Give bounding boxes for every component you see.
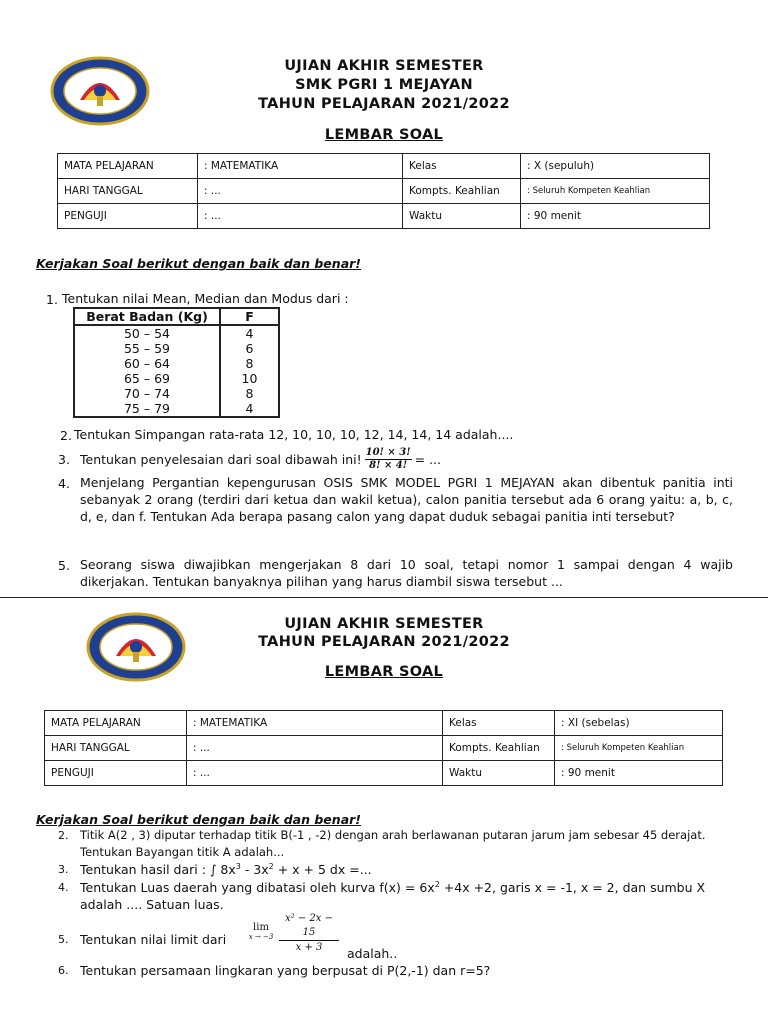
info-value: : Seluruh Kompeten Keahlian (521, 179, 710, 204)
info-label: Waktu (403, 204, 521, 229)
question-text: Tentukan penyelesaian dari soal dibawah ini! (80, 451, 362, 467)
sheet-title: LEMBAR SOAL (324, 127, 444, 143)
exam-info-table (57, 153, 710, 229)
info-value: : MATEMATIKA (187, 711, 443, 736)
info-value: : XI (sebelas) (555, 711, 723, 736)
question-number: 4. (58, 476, 70, 491)
question-text (80, 879, 720, 913)
table-row (74, 371, 279, 386)
info-value: : 90 menit (521, 204, 710, 229)
question-number: 5. (58, 558, 70, 573)
question-text: Tentukan Simpangan rata-rata 12, 10, 10, 10, 12, 14, 14, 14 adalah.... (74, 427, 514, 442)
info-label: HARI TANGGAL (58, 179, 198, 204)
table-row (74, 341, 279, 356)
instruction: Kerjakan Soal berikut dengan baik dan benar! (36, 256, 361, 271)
info-value: : ... (198, 204, 403, 229)
question-number: 2. (60, 428, 72, 443)
exponent: 2 (268, 861, 274, 871)
info-row (58, 204, 710, 229)
fraction-denominator: x + 3 (295, 942, 323, 953)
table-header: F (220, 308, 279, 325)
info-label: PENGUJI (45, 761, 187, 786)
table-cell: 50 – 54 (74, 325, 220, 341)
table-row (74, 386, 279, 401)
question-text: Tentukan persamaan lingkaran yang berpusat di P(2,-1) dan r=5? (80, 963, 491, 978)
table-cell: 65 – 69 (74, 371, 220, 386)
table-cell: 6 (220, 341, 279, 356)
question-text: Titik A(2 , 3) diputar terhadap titik B(-1 , -2) dengan arah berlawanan putaran jarum jam sebesar 45 derajat. Tentukan Bayangan titik A adalah... (80, 828, 706, 859)
info-label: HARI TANGGAL (45, 736, 187, 761)
info-label: Kompts. Keahlian (403, 179, 521, 204)
info-value: : ... (187, 736, 443, 761)
question-number: 5. (58, 933, 69, 946)
exponent: 3 (235, 861, 241, 871)
info-label: Kelas (443, 711, 555, 736)
table-row (74, 325, 279, 341)
section-divider (0, 597, 768, 598)
fraction (365, 447, 412, 472)
info-row (58, 179, 710, 204)
info-label: PENGUJI (58, 204, 198, 229)
question-number: 1. (46, 292, 58, 307)
info-label: Kelas (403, 154, 521, 179)
table-header: Berat Badan (Kg) (74, 308, 220, 325)
info-value: : MATEMATIKA (198, 154, 403, 179)
instruction: Kerjakan Soal berikut dengan baik dan benar! (36, 812, 361, 827)
question-text-part: +4x +2, garis x = -1, x = 2, dan sumbu X adalah .... Satuan luas. (80, 880, 706, 912)
info-value: : ... (187, 761, 443, 786)
limit-operator (246, 922, 276, 942)
academic-year: TAHUN PELAJARAN 2021/2022 (258, 96, 510, 112)
fraction-denominator: 8! × 4! (369, 459, 408, 471)
info-value: : Seluruh Kompeten Keahlian (555, 736, 723, 761)
info-label: Kompts. Keahlian (443, 736, 555, 761)
question-text: Menjelang Pergantian kepengurusan OSIS SMK MODEL PGRI 1 MEJAYAN akan dibentuk panitia inti sebanyak 2 orang (terdiri dari ketua dan wakil ketua), calon panitia tersebut ada 6 orang yaitu: a, b, c, d, e, dan f. Tentukan Ada berapa pasang calon yang dapat duduk sebagai panitia inti tersebut? (80, 475, 733, 524)
exam-title: UJIAN AKHIR SEMESTER (284, 616, 484, 632)
question-tail: adalah.. (347, 946, 398, 961)
info-label: MATA PELAJARAN (58, 154, 198, 179)
table-cell: 8 (220, 386, 279, 401)
question-number: 2. (58, 829, 69, 842)
question-text-part: Tentukan Luas daerah yang dibatasi oleh kurva f(x) = 6x (80, 880, 435, 895)
question-text-part: + x + 5 dx =... (273, 862, 372, 877)
info-row (58, 154, 710, 179)
question-number: 4. (58, 881, 69, 894)
question-tail: = ... (414, 451, 442, 467)
table-cell: 10 (220, 371, 279, 386)
info-value: : ... (198, 179, 403, 204)
table-cell: 60 – 64 (74, 356, 220, 371)
table-cell: 75 – 79 (74, 401, 220, 417)
table-cell: 4 (220, 325, 279, 341)
question-number: 6. (58, 964, 69, 977)
table-row (74, 356, 279, 371)
info-row (45, 736, 723, 761)
table-cell: 70 – 74 (74, 386, 220, 401)
question-text: Tentukan nilai Mean, Median dan Modus dari : (62, 291, 349, 306)
limit-subscript: x → −3 (248, 933, 274, 941)
table-row (74, 401, 279, 417)
limit-label: lim (253, 922, 269, 933)
school-name: SMK PGRI 1 MEJAYAN (295, 77, 473, 93)
frequency-table (73, 307, 280, 418)
question-text-part: - 3x (240, 862, 269, 877)
question-text-row (80, 442, 441, 476)
academic-year: TAHUN PELAJARAN 2021/2022 (258, 634, 510, 650)
question-text: Seorang siswa diwajibkan mengerjakan 8 dari 10 soal, tetapi nomor 1 sampai dengan 4 wajib dikerjakan. Tentukan banyaknya pilihan yang harus diambil siswa tersebut ... (80, 557, 733, 589)
table-cell: 55 – 59 (74, 341, 220, 356)
table-cell: 4 (220, 401, 279, 417)
info-label: MATA PELAJARAN (45, 711, 187, 736)
info-value: : 90 menit (555, 761, 723, 786)
fraction-numerator: 10! × 3! (365, 446, 411, 458)
fraction-numerator: x² − 2x − 15 (279, 912, 339, 941)
exam-info-table (44, 710, 723, 786)
info-value: : X (sepuluh) (521, 154, 710, 179)
question-number: 3. (58, 863, 69, 876)
question-text: Tentukan nilai limit dari (80, 932, 227, 947)
info-row (45, 711, 723, 736)
exam-title: UJIAN AKHIR SEMESTER (284, 58, 484, 74)
info-label: Waktu (443, 761, 555, 786)
info-row (45, 761, 723, 786)
sheet-title: LEMBAR SOAL (324, 664, 444, 680)
exponent: 2 (434, 879, 440, 889)
question-text-part: Tentukan hasil dari : ∫ 8x (80, 862, 236, 877)
table-cell: 8 (220, 356, 279, 371)
question-number: 3. (58, 452, 70, 467)
question-text (80, 861, 372, 878)
limit-fraction (279, 912, 339, 955)
